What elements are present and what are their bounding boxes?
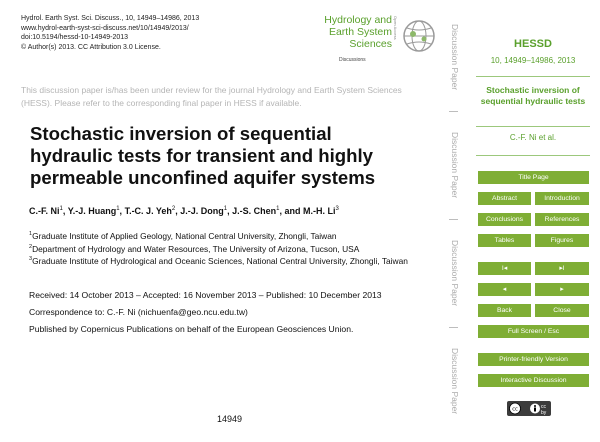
printer-friendly-button[interactable]: Printer-friendly Version <box>478 353 589 366</box>
logo-line: Earth System <box>328 26 392 38</box>
figures-button[interactable]: Figures <box>535 234 589 247</box>
short-title: Stochastic inversion of sequential hydraulic tests <box>480 85 586 106</box>
citation-header <box>21 14 199 52</box>
author: M.-H. Li$^3$ <box>303 206 339 216</box>
sidebar-divider <box>476 76 590 77</box>
last-page-button[interactable]: ▸I <box>535 262 589 275</box>
first-page-button[interactable]: I◂ <box>478 262 531 275</box>
discussion-paper-label: Discussion Paper <box>450 131 460 199</box>
globe-icon <box>401 18 437 54</box>
next-page-button[interactable]: ▸ <box>535 283 589 296</box>
author: Y.-J. Huang$^1$, <box>67 206 125 216</box>
interactive-discussion-button[interactable]: Interactive Discussion <box>478 374 589 387</box>
author: J.-S. Chen$^1$, and <box>232 206 304 216</box>
margin-divider <box>449 111 458 112</box>
journal-logo-text <box>324 14 392 50</box>
short-author: C.-F. Ni et al. <box>509 133 557 142</box>
license-line: © Author(s) 2013. CC Attribution 3.0 License. <box>21 43 161 51</box>
open-access-text: Open Access <box>393 16 398 40</box>
logo-line: Hydrology and <box>324 14 392 26</box>
journal-abbrev: HESSD <box>514 38 552 50</box>
close-button[interactable]: Close <box>535 304 589 317</box>
introduction-button[interactable]: Introduction <box>535 192 589 205</box>
publication-dates: Received: 14 October 2013 – Accepted: 16 November 2013 – Published: 10 December 2013 <box>29 290 382 300</box>
sidebar-divider <box>476 126 590 127</box>
author-list <box>29 206 339 216</box>
abstract-button[interactable]: Abstract <box>478 192 531 205</box>
affiliation: $^1$Graduate Institute of Applied Geology, National Central University, Zhongli, Taiwan <box>29 230 337 241</box>
discussion-paper-label: Discussion Paper <box>450 239 460 307</box>
margin-divider <box>449 327 458 328</box>
references-button[interactable]: References <box>535 213 589 226</box>
open-access-label <box>393 16 400 46</box>
url-line[interactable]: www.hydrol-earth-syst-sci-discuss.net/10/14949/2013/ <box>21 24 189 32</box>
citation-line: Hydrol. Earth Syst. Sci. Discuss., 10, 14949–14986, 2013 <box>21 15 200 22</box>
tables-button[interactable]: Tables <box>478 234 531 247</box>
cc-badge-text: cc by <box>541 404 547 416</box>
fullscreen-button[interactable]: Full Screen / Esc <box>478 325 589 338</box>
affiliation: $^2$Department of Hydrology and Water Resources, The University of Arizona, Tucson, USA <box>29 243 360 254</box>
margin-divider <box>449 219 458 220</box>
back-button[interactable]: Back <box>478 304 531 317</box>
svg-text:cc: cc <box>512 406 518 413</box>
affiliation: $^3$Graduate Institute of Hydrological and Oceanic Sciences, National Central University, Zhongli, Taiwan <box>29 255 408 266</box>
logo-line: Sciences <box>349 38 392 50</box>
volume-pages: 10, 14949–14986, 2013 <box>490 56 576 65</box>
sidebar-divider <box>476 155 590 156</box>
cc-license-badge[interactable] <box>507 401 551 416</box>
page-number: 14949 <box>217 414 243 424</box>
conclusions-button[interactable]: Conclusions <box>478 213 531 226</box>
paper-title: Stochastic inversion of sequential hydraulic tests for transient and highly permeable unconfined aquifer systems <box>30 123 376 188</box>
doi-line: doi:10.5194/hessd-10-14949-2013 <box>21 34 129 42</box>
correspondence: Correspondence to: C.-F. Ni (nichuenfa@geo.ncu.edu.tw) <box>29 307 248 317</box>
affiliations <box>29 229 429 267</box>
discussion-paper-label: Discussion Paper <box>450 23 460 91</box>
title-page-button[interactable]: Title Page <box>478 171 589 184</box>
publisher-note: Published by Copernicus Publications on behalf of the European Geosciences Union. <box>29 324 354 334</box>
logo-subtitle: Discussions <box>339 57 366 63</box>
author: C.-F. Ni$^1$, <box>29 206 68 216</box>
author: J.-J. Dong$^1$, <box>180 206 233 216</box>
author: T.-C. J. Yeh$^2$, <box>124 206 181 216</box>
discussion-paper-label: Discussion Paper <box>450 347 460 415</box>
review-notice: This discussion paper is/has been under review for the journal Hydrology and Earth System Sciences (HESS). Please refer to the corresponding final paper in HESS if available. <box>21 85 402 108</box>
previous-page-button[interactable]: ◂ <box>478 283 531 296</box>
